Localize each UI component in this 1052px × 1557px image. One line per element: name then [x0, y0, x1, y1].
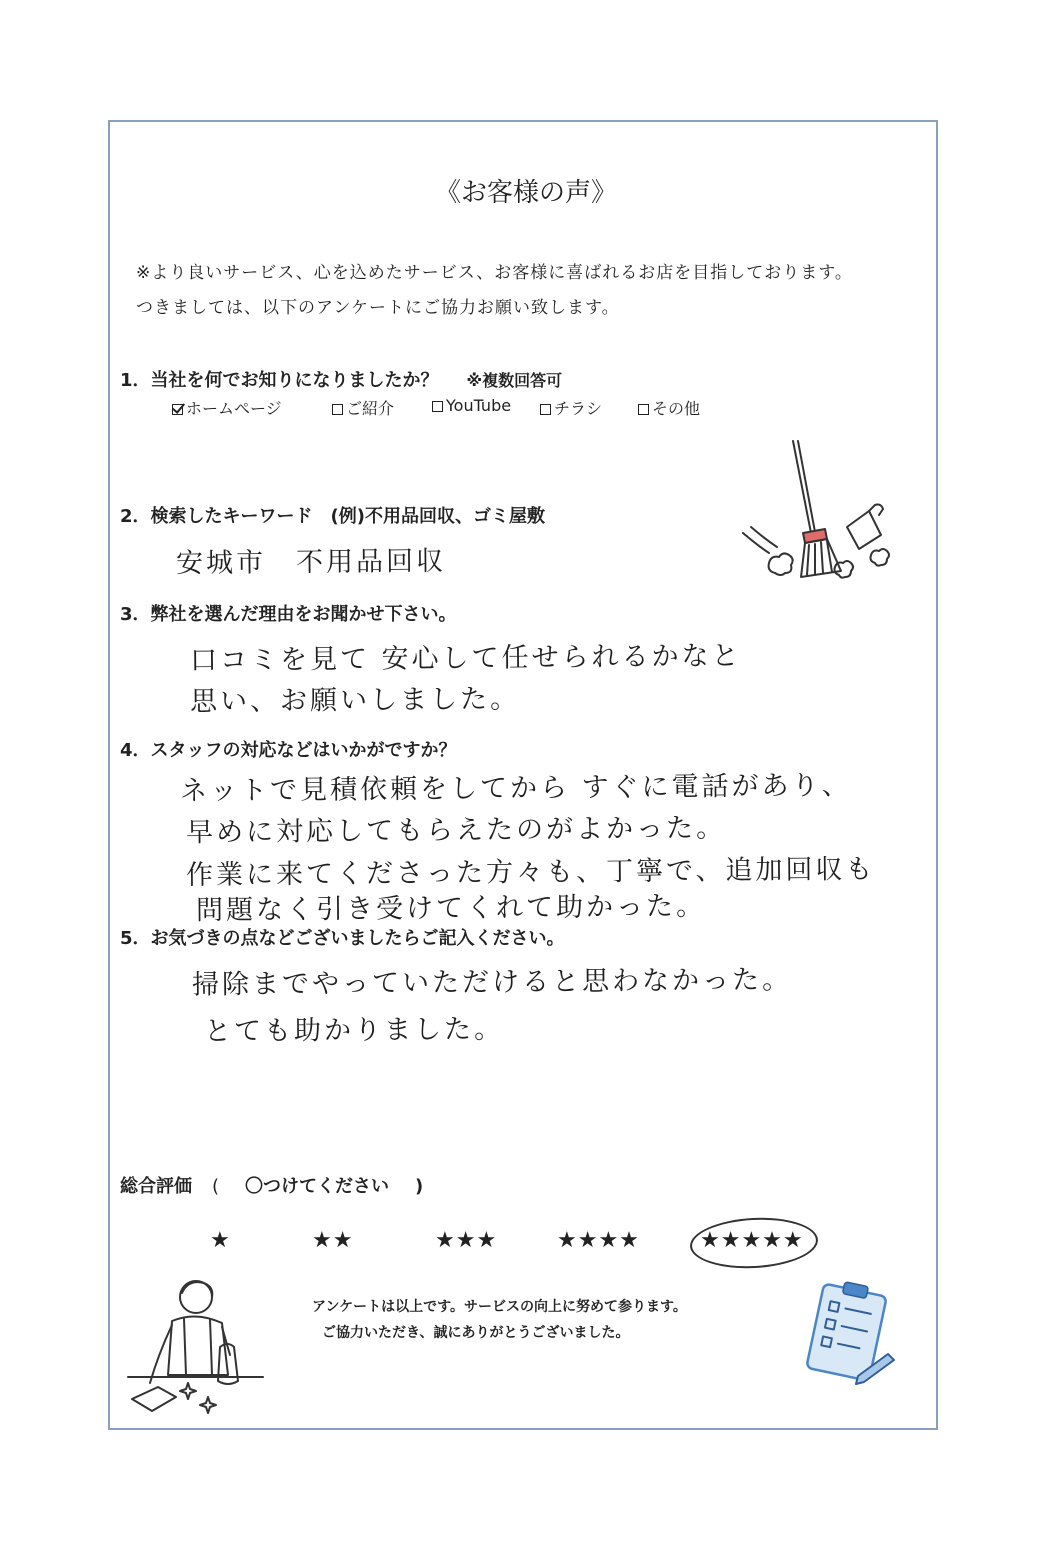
q2-question: 2．検索したキーワード (例)不用品回収、ゴミ屋敷 — [120, 506, 545, 527]
q1-option-label: その他 — [652, 399, 701, 418]
q5-question: 5．お気づきの点などございましたらご記入ください。 — [120, 928, 565, 949]
checkbox-icon[interactable] — [332, 404, 343, 415]
q1-option-label: チラシ — [554, 399, 603, 418]
q4-question: 4．スタッフの対応などはいかがですか？ — [120, 740, 457, 761]
broom-dustpan-icon — [735, 435, 910, 595]
q4-answer-line[interactable]: 早めに対応してもらえたのがよかった。 — [185, 812, 727, 849]
page-title: 《お客様の声》 — [434, 178, 617, 208]
rating-option-5[interactable]: ★★★★★ — [700, 1228, 804, 1253]
checkbox-icon[interactable] — [638, 404, 649, 415]
rating-label — [120, 1172, 423, 1198]
q4-answer-line[interactable]: ネットで見積依頼をしてから すぐに電話があり、 — [179, 770, 852, 807]
q1-option-youtube[interactable] — [432, 396, 511, 415]
rating-instruction: 〇つけてください — [245, 1176, 390, 1197]
q3-question: 3．弊社を選んだ理由をお聞かせ下さい。 — [120, 604, 457, 625]
q1-note: ※複数回答可 — [466, 371, 563, 390]
q4-answer-line[interactable]: 作業に来てくださった方々も、丁寧で、追加回収も — [185, 853, 876, 892]
intro-line-1: ※より良いサービス、心を込めたサービス、お客様に喜ばれるお店を目指しております。 — [136, 263, 853, 283]
rating-paren-open: ( — [212, 1176, 220, 1197]
q1-question-text: 1．当社を何でお知りになりましたか？ — [120, 370, 439, 391]
intro-line-2: つきましては、以下のアンケートにご協力お願い致します。 — [136, 298, 620, 318]
closing-line-1: アンケートは以上です。サービスの向上に努めて参ります。 — [312, 1299, 687, 1315]
clipboard-icon — [800, 1280, 900, 1390]
rating-option-3[interactable]: ★★★ — [435, 1228, 498, 1253]
q2-answer[interactable]: 安城市 不用品回収 — [175, 545, 447, 580]
q1-option-flyer[interactable] — [540, 396, 602, 419]
q1-option-label: ご紹介 — [346, 399, 395, 418]
cleaning-staff-icon — [128, 1275, 268, 1415]
q1-option-label: ホームページ — [186, 399, 282, 418]
rating-option-4[interactable]: ★★★★ — [557, 1228, 640, 1253]
rating-paren-close: ) — [415, 1176, 424, 1197]
checkbox-icon[interactable] — [540, 404, 551, 415]
q1-option-label: YouTube — [446, 396, 512, 415]
closing-line-2: ご協力いただき、誠にありがとうございました。 — [322, 1325, 630, 1341]
checkbox-checked-icon[interactable] — [172, 404, 183, 415]
rating-option-1[interactable]: ★ — [210, 1228, 231, 1253]
checkbox-icon[interactable] — [432, 401, 443, 412]
q3-answer-line[interactable]: 思い、お願いしました。 — [189, 683, 521, 718]
rating-option-2[interactable]: ★★ — [312, 1228, 354, 1253]
q1-question — [120, 366, 562, 392]
q1-option-homepage[interactable] — [172, 396, 282, 419]
q5-answer-line[interactable]: 掃除までやっていただけると思わなかった。 — [191, 964, 793, 1001]
q5-answer-line[interactable]: とても助かりました。 — [203, 1013, 505, 1048]
q4-answer-line[interactable]: 問題なく引き受けてくれて助かった。 — [195, 890, 707, 927]
q1-option-referral[interactable] — [332, 396, 394, 419]
q3-answer-line[interactable]: 口コミを見て 安心して任せられるかなと — [189, 640, 742, 677]
rating-title: 総合評価 — [120, 1176, 192, 1197]
q1-option-other[interactable] — [638, 396, 700, 419]
